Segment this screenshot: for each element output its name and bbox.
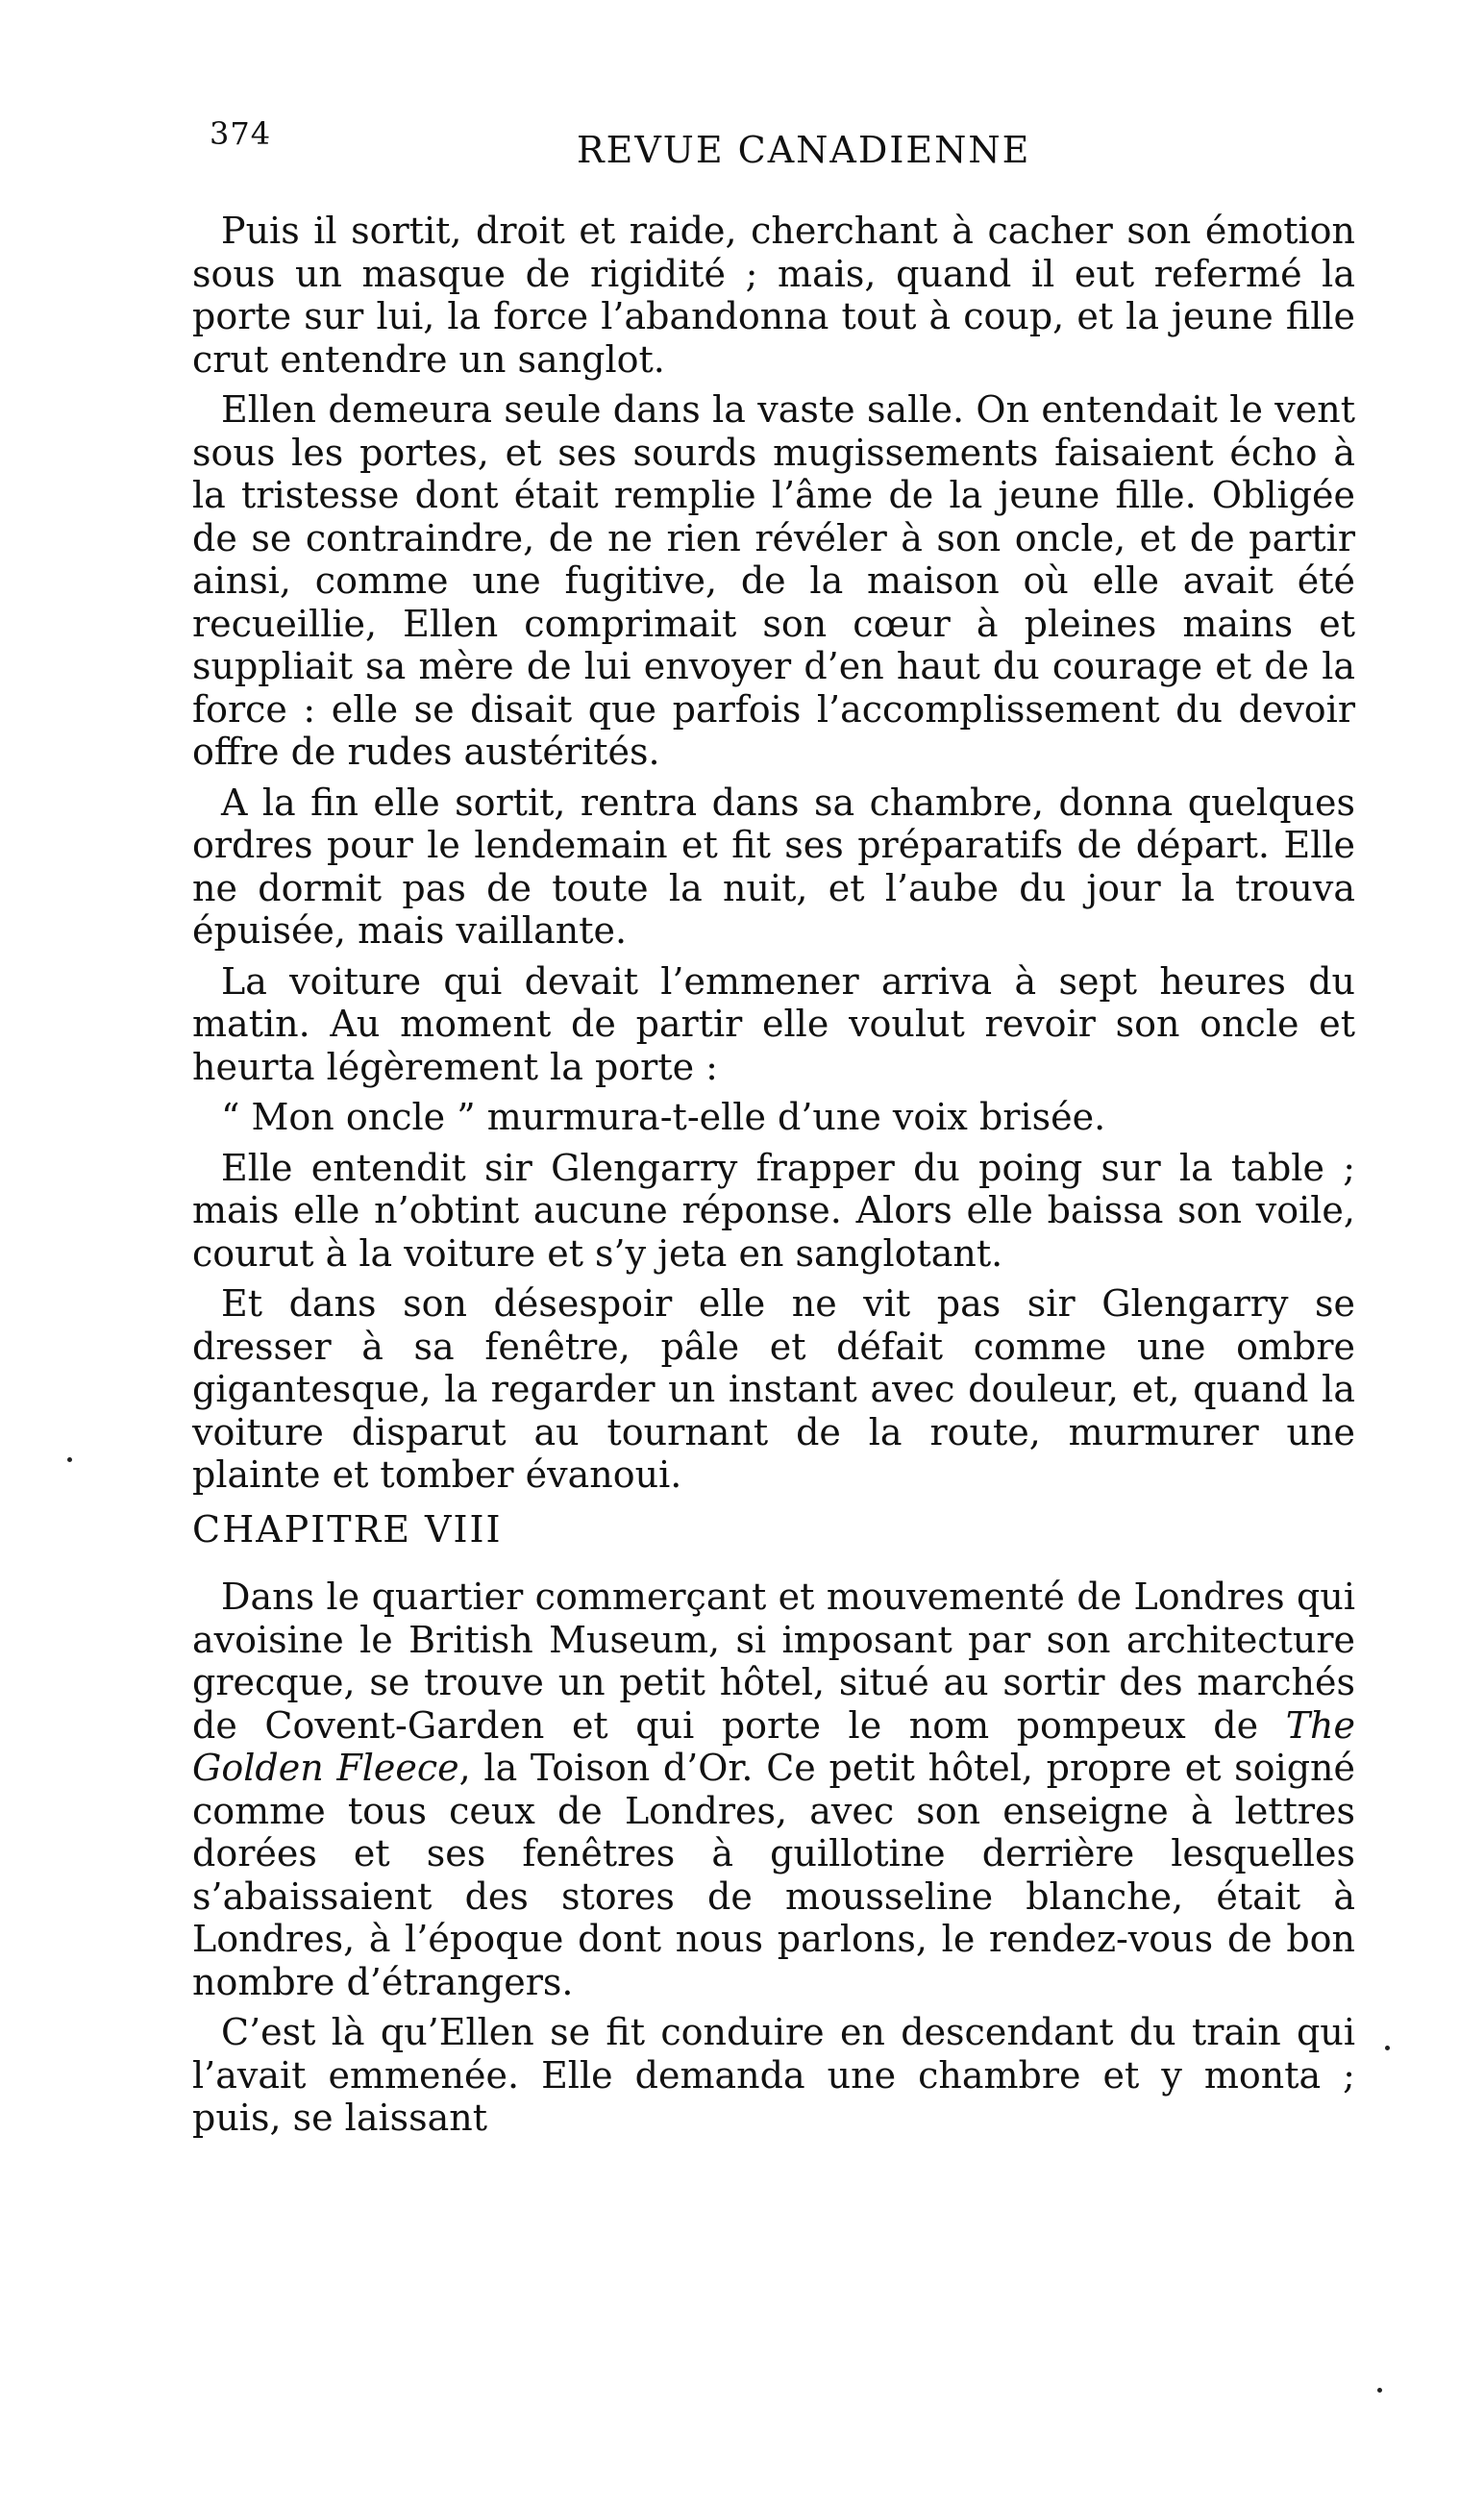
ink-speck bbox=[1385, 2046, 1390, 2050]
running-title: REVUE CANADIENNE bbox=[577, 129, 1031, 171]
page-number: 374 bbox=[210, 115, 272, 152]
page-header bbox=[192, 115, 1355, 192]
ink-speck bbox=[1377, 2388, 1382, 2393]
paragraph: Elle entendit sir Glengarry frapper du poing sur la table ; mais elle n’obtint aucune réponse. Alors elle baissa son voile, courut à la voiture et s’y jeta en sanglotant. bbox=[192, 1146, 1355, 1275]
paragraph-text: Dans le quartier commerçant et mouvementé de Londres qui avoisine le British Museum, si imposant par son architecture grecque, se trouve un petit hôtel, situé au sortir des marchés de Covent-Garden et qui porte le nom pompeux de bbox=[192, 1576, 1355, 1747]
paragraph: C’est là qu’Ellen se fit conduire en descendant du train qui l’avait emmenée. Elle demanda une chambre et y monta ; puis, se laissant bbox=[192, 2011, 1355, 2139]
paragraph: A la fin elle sortit, rentra dans sa chambre, donna quelques ordres pour le lendemain et fit ses préparatifs de départ. Elle ne dormit pas de toute la nuit, et l’aube du jour la trouva épuisée, mais vaillante. bbox=[192, 781, 1355, 952]
paragraph: La voiture qui devait l’emmener arriva à sept heures du matin. Au moment de partir elle voulut revoir son oncle et heurta légèrement la porte : bbox=[192, 959, 1355, 1088]
book-page bbox=[192, 115, 1355, 2442]
hotel-name-italic: The Golden Fleece bbox=[192, 1703, 1355, 1789]
body-text bbox=[192, 210, 1355, 2140]
paragraph: “ Mon oncle ” murmura-t-elle d’une voix brisée. bbox=[221, 1096, 1106, 1138]
ink-speck bbox=[67, 1457, 72, 1462]
paragraph: Et dans son désespoir elle ne vit pas sir Glengarry se dresser à sa fenêtre, pâle et défait comme une ombre gigantesque, la regarder un instant avec douleur, et, quand la voiture disparut au tournant de la route, murmurer une plainte et tomber évanoui. bbox=[192, 1282, 1355, 1496]
paragraph-text: , la Toison d’Or. Ce petit hôtel, propre et soigné comme tous ceux de Londres, avec son enseigne à lettres dorées et ses fenêtres à guillotine derrière lesquelles s’abaissaient des stores de mousseline blanche, était à Londres, à l’époque dont nous parlons, le rendez-vous de bon nombre d’étrangers. bbox=[192, 1747, 1355, 2003]
paragraph bbox=[192, 1576, 1355, 2003]
paragraph: Ellen demeura seule dans la vaste salle. On entendait le vent sous les portes, et ses sourds mugissements faisaient écho à la tristesse dont était remplie l’âme de la jeune fille. Obligée de se contraindre, de ne rien révéler à son oncle, et de partir ainsi, comme une fugitive, de la maison où elle avait été recueillie, Ellen comprimait son cœur à pleines mains et suppliait sa mère de lui envoyer d’en haut du courage et de la force : elle se disait que parfois l’accomplissement du devoir offre de rudes austérités. bbox=[192, 388, 1355, 773]
paragraph: Puis il sortit, droit et raide, cherchant à cacher son émotion sous un masque de rigidité ; mais, quand il eut refermé la porte sur lui, la force l’abandonna tout à coup, et la jeune fille crut entendre un sanglot. bbox=[192, 210, 1355, 381]
chapter-title: CHAPITRE VIII bbox=[192, 1507, 503, 1551]
